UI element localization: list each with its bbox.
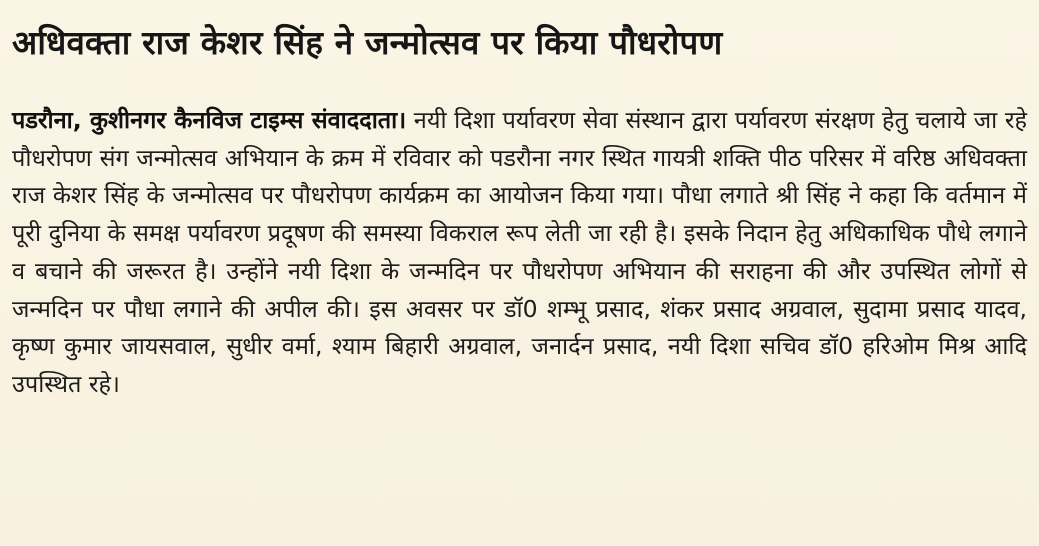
article-dateline: पडरौना, कुशीनगर कैनविज टाइम्स संवाददाता। [12, 106, 407, 134]
article-body-text: नयी दिशा पर्यावरण सेवा संस्थान द्वारा पर्यावरण संरक्षण हेतु चलाये जा रहे पौधरोपण संग जन्मोत्सव अभियान के क्रम में रविवार को पडरौना नगर स्थित गायत्री शक्ति पीठ परिसर में वरिष्ठ अधिवक्ता राज केशर सिंह के जन्मोत्सव पर पौधरोपण कार्यक्रम का आयोजन किया गया। पौधा लगाते श्री सिंह ने कहा कि वर्तमान में पूरी दुनिया के समक्ष पर्यावरण प्रदूषण की समस्या विकराल रूप लेती जा रही है। इसके निदान हेतु अधिकाधिक पौधे लगाने व बचाने की जरूरत है। उन्होंने नयी दिशा के जन्मदिन पर पौधरोपण अभियान की सराहना की और उपस्थित लोगों से जन्मदिन पर पौधा लगाने की अपील की। इस अवसर पर डॉ0 शम्भू प्रसाद, शंकर प्रसाद अग्रवाल, सुदामा प्रसाद यादव, कृष्ण कुमार जायसवाल, सुधीर वर्मा, श्याम बिहारी अग्रवाल, जनार्दन प्रसाद, नयी दिशा सचिव डॉ0 हरिओम मिश्र आदि उपस्थित रहे। [12, 106, 1027, 398]
article-body [12, 102, 1027, 404]
article-headline: अधिवक्ता राज केशर सिंह ने जन्मोत्सव पर किया पौधरोपण [12, 23, 723, 62]
article-paragraph [12, 102, 1027, 404]
